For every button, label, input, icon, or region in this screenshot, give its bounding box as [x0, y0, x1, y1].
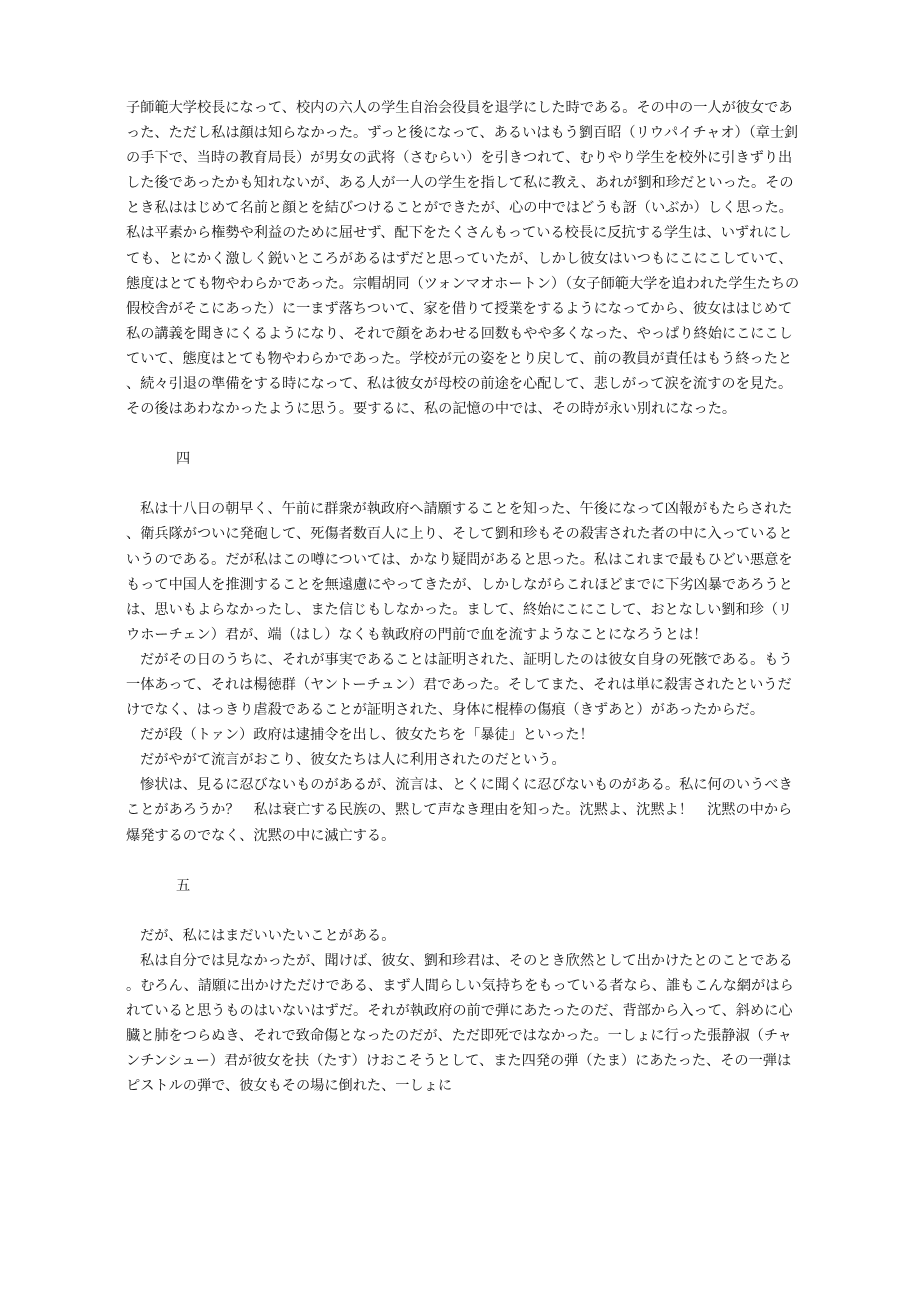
section-four-paragraph-2: だがその日のうちに、それが事実であることは証明された、証明したのは彼女自身の死骸である。もう一体あって、それは楊徳群（ヤントーチュン）君であった。そしてまた、それは単に殺害されたというだけでなく、はっきり虐殺であることが証明された、身体に棍棒の傷痕（きずあと）があったからだ。: [126, 651, 793, 719]
section-five-heading: 五: [176, 877, 191, 894]
section-four-paragraph-4: だがやがて流言がおこり、彼女たちは人に利用されたのだという。: [140, 752, 566, 769]
section-four-paragraph-3: だが段（トァン）政府は逮捕令を出し、彼女たちを「暴徒」といった！: [140, 727, 594, 744]
section-four-paragraph-5: 惨状は、見るに忍びないものがあるが、流言は、とくに聞くに忍びないものがある。私に何のいうべきことがあろうか？ 私は衰亡する民族の、黙して声なき理由を知った。沈黙よ、沈黙よ！ 沈黙の中から爆発するのでなく、沈黙の中に滅亡する。: [126, 777, 793, 844]
section-four-paragraph-1: 私は十八日の朝早く、午前に群衆が執政府へ請願することを知った、午後になって凶報がもたらされた、衛兵隊がついに発砲して、死傷者数百人に上り、そして劉和珍もその殺害された者の中に入っているというのである。だが私はこの噂については、かなり疑問があると思った。私はこれまで最もひどい悪意をもって中国人を推測することを無遠慮にやってきたが、しかしながらこれほどまでに下劣凶暴であろうとは、思いもよらなかったし、また信じもしなかった。まして、終始にこにこして、おとなしい劉和珍（リウホーチェン）君が、端（はし）なくも執政府の門前で血を流すようなことになろうとは！: [126, 501, 793, 643]
document-body: [126, 96, 804, 1099]
intro-paragraph: 子師範大学校長になって、校内の六人の学生自治会役員を退学にした時である。その中の一人が彼女であった、ただし私は顔は知らなかった。ずっと後になって、あるいはもう劉百昭（リウパイチャオ）（章士釗の手下で、当時の教育局長）が男女の武将（さむらい）を引きつれて、むりやり学生を校外に引きずり出した後であったかも知れないが、ある人が一人の学生を指して私に教え、あれが劉和珍だといった。そのとき私ははじめて名前と顔とを結びつけることができたが、心の中ではどうも訝（いぶか）しく思った。私は平素から権勢や利益のために屈せず、配下をたくさんもっている校長に反抗する学生は、いずれにしても、とにかく激しく鋭いところがあるはずだと思っていたが、しかし彼女はいつもにこにこしていて、態度はとても物やわらかであった。宗帽胡同（ツォンマオホートン）（女子師範大学を追われた学生たちの假校舎がそこにあった）に一まず落ちついて、家を借りて授業をするようになってから、彼女ははじめて私の講義を聞きにくるようになり、それで顔をあわせる回数もやや多くなった、やっぱり終始にこにこしていて、態度はとても物やわらかであった。学校が元の姿をとり戻して、前の教員が責任はもう終ったと、続々引退の準備をする時になって、私は彼女が母校の前途を心配して、悲しがって涙を流すのを見た。その後はあわなかったように思う。要するに、私の記憶の中では、その時が永い別れになった。: [126, 100, 800, 418]
section-five-paragraph-1: だが、私にはまだいいたいことがある。: [140, 927, 396, 944]
section-five-paragraph-2: 私は自分では見なかったが、聞けば、彼女、劉和珍君は、そのとき欣然として出かけたとのことである。むろん、請願に出かけただけである、まず人間らしい気持ちをもっている者なら、誰もこんな網がはられていると思うものはいないはずだ。それが執政府の前で弾にあたったのだ、背部から入って、斜めに心臓と肺をつらぬき、それで致命傷となったのだが、ただ即死ではなかった。一しょに行った張静淑（チャンチンシュー）君が彼女を扶（たす）けおこそうとして、また四発の弾（たま）にあたった、その一弾はピストルの弾で、彼女もその場に倒れた、一しょに: [126, 952, 794, 1095]
section-four-heading: 四: [176, 451, 191, 468]
